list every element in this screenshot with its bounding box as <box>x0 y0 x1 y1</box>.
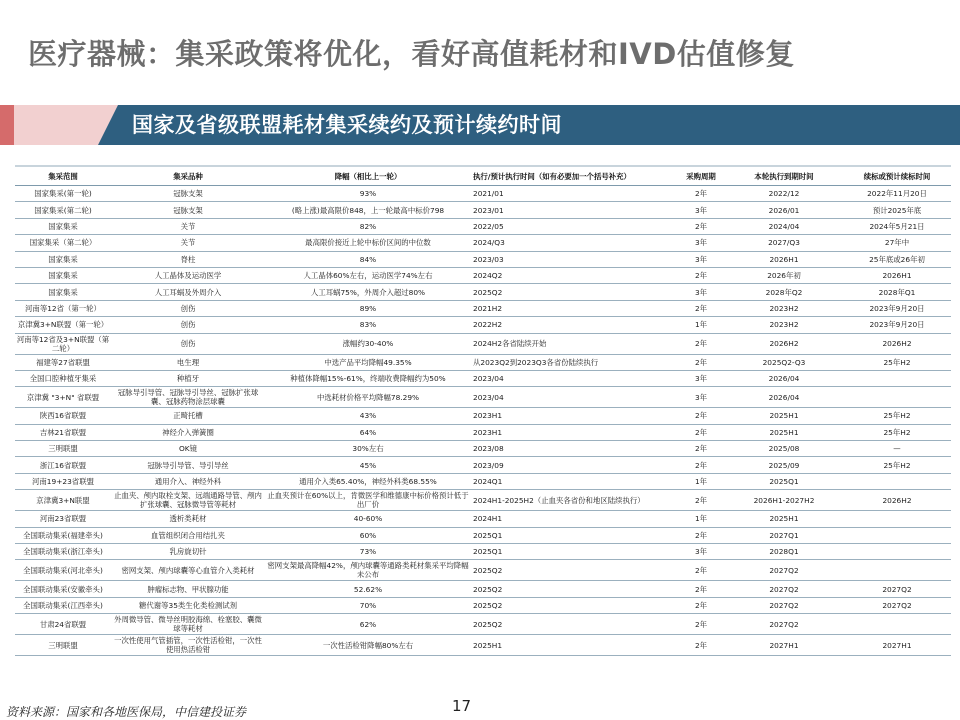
cell-scope: 国家集采（第二轮） <box>15 235 111 251</box>
cell-product: OK镜 <box>111 441 265 457</box>
table-row <box>15 544 951 560</box>
cell-renewal <box>843 511 951 527</box>
cell-renewal: 预计2025年底 <box>843 202 951 218</box>
cell-scope: 全国口腔种植牙集采 <box>15 370 111 386</box>
cell-exec-time: 2024H1 <box>471 511 677 527</box>
cell-expiry: 2026年初 <box>725 267 843 283</box>
cell-expiry: 2025H1 <box>725 511 843 527</box>
cell-expiry: 2023H2 <box>725 300 843 316</box>
source-note: 资料来源：国家和各地医保局，中信建投证券 <box>6 705 247 719</box>
cell-reduction: 64% <box>265 424 471 440</box>
cell-cycle: 2年 <box>677 490 725 511</box>
cell-expiry: 2025H1 <box>725 408 843 424</box>
cell-expiry: 2028Q1 <box>725 544 843 560</box>
cell-renewal: 2022年11月20日 <box>843 186 951 202</box>
cell-exec-time: 2023/04 <box>471 370 677 386</box>
table-row <box>15 473 951 489</box>
table-row <box>15 408 951 424</box>
cell-renewal: 25年底或26年初 <box>843 251 951 267</box>
table-row <box>15 202 951 218</box>
cell-renewal <box>843 370 951 386</box>
cell-expiry: 2027Q2 <box>725 597 843 613</box>
cell-renewal: 27年中 <box>843 235 951 251</box>
cell-renewal: 25年H2 <box>843 408 951 424</box>
header-expiry: 本轮执行到期时间 <box>725 166 843 186</box>
cell-product: 外周微导管、微导丝明胶海绵、栓塞胶、囊微球等耗材 <box>111 614 265 635</box>
cell-renewal <box>843 473 951 489</box>
table-row <box>15 560 951 581</box>
cell-scope: 河南23省联盟 <box>15 511 111 527</box>
cell-cycle: 1年 <box>677 511 725 527</box>
table-row <box>15 235 951 251</box>
cell-cycle: 2年 <box>677 597 725 613</box>
table-row <box>15 441 951 457</box>
header-exec-time: 执行/预计执行时间（如有必要加一个括号补充） <box>471 166 677 186</box>
cell-cycle: 2年 <box>677 267 725 283</box>
cell-product: 脊柱 <box>111 251 265 267</box>
cell-expiry: 2026/01 <box>725 202 843 218</box>
cell-exec-time: 2025Q1 <box>471 527 677 543</box>
cell-exec-time: 2023/08 <box>471 441 677 457</box>
cell-reduction: 89% <box>265 300 471 316</box>
cell-exec-time: 2025Q2 <box>471 560 677 581</box>
cell-product: 冠脉支架 <box>111 186 265 202</box>
cell-cycle: 2年 <box>677 457 725 473</box>
cell-product: 创伤 <box>111 300 265 316</box>
table-row <box>15 284 951 300</box>
cell-scope: 全国联动集采(江西牵头) <box>15 597 111 613</box>
cell-product: 糖代谢等35类生化类检测试剂 <box>111 597 265 613</box>
cell-scope: 河南等12省及3+N联盟（第二轮） <box>16 334 110 353</box>
cell-cycle: 2年 <box>677 218 725 234</box>
cell-product: 关节 <box>111 218 265 234</box>
cell-exec-time: 2024/Q3 <box>471 235 677 251</box>
cell-reduction: 通用介入类65.40%，神经外科类68.55% <box>265 473 471 489</box>
cell-exec-time: 2025Q2 <box>471 597 677 613</box>
table-row <box>15 300 951 316</box>
cell-exec-time: 2024H1-2025H2（止血夹各省份和地区陆续执行） <box>471 490 677 511</box>
cell-renewal: 25年H2 <box>843 424 951 440</box>
cell-product: 创伤 <box>111 317 265 333</box>
table-row <box>15 490 951 511</box>
header-scope: 集采范围 <box>15 166 111 186</box>
section-banner <box>0 103 960 147</box>
cell-renewal: 2023年9月20日 <box>843 317 951 333</box>
cell-product: 电生理 <box>111 354 265 370</box>
cell-exec-time: 2023H1 <box>471 408 677 424</box>
cell-reduction: 最高限价接近上轮中标价区间的中位数 <box>265 235 471 251</box>
cell-expiry: 2025/08 <box>725 441 843 457</box>
table-row <box>15 251 951 267</box>
cell-expiry: 2026H1-2027H2 <box>725 490 843 511</box>
cell-reduction: 70% <box>265 597 471 613</box>
cell-cycle: 3年 <box>677 251 725 267</box>
cell-reduction: 73% <box>265 544 471 560</box>
header-product: 集采品种 <box>111 166 265 186</box>
cell-cycle: 2年 <box>677 614 725 635</box>
cell-expiry: 2026H2 <box>725 333 843 354</box>
cell-cycle: 3年 <box>677 544 725 560</box>
cell-scope: 全国联动集采(浙江牵头) <box>15 544 111 560</box>
table-row <box>15 333 951 354</box>
cell-reduction: 82% <box>265 218 471 234</box>
header-reduction: 降幅（相比上一轮） <box>265 166 471 186</box>
table-row <box>15 457 951 473</box>
cell-renewal: 2024年5月21日 <box>843 218 951 234</box>
cell-product: 通用介入、神经外科 <box>111 473 265 489</box>
cell-product: 一次性使用气管插管，一次性活检钳，一次性使用热活检钳 <box>111 635 265 656</box>
cell-cycle: 2年 <box>677 527 725 543</box>
cell-reduction: 密网支架最高降幅42%，颅内球囊等通路类耗材集采平均降幅未公布 <box>265 560 471 581</box>
cell-renewal: 2026H2 <box>843 333 951 354</box>
table-row <box>15 614 951 635</box>
cell-exec-time: 2025H1 <box>471 635 677 656</box>
cell-exec-time: 2025Q1 <box>471 544 677 560</box>
table-row <box>15 597 951 613</box>
cell-cycle: 2年 <box>677 354 725 370</box>
cell-exec-time: 2021/01 <box>471 186 677 202</box>
cell-cycle: 2年 <box>677 424 725 440</box>
cell-product: 种植牙 <box>111 370 265 386</box>
cell-scope: 京津冀3+N联盟 <box>15 490 111 511</box>
header-cycle: 采购周期 <box>677 166 725 186</box>
cell-expiry: 2023H2 <box>725 317 843 333</box>
cell-renewal <box>843 387 951 408</box>
cell-cycle: 3年 <box>677 235 725 251</box>
cell-reduction: 45% <box>265 457 471 473</box>
cell-cycle: 1年 <box>677 317 725 333</box>
cell-cycle: 3年 <box>677 284 725 300</box>
cell-cycle: 1年 <box>677 473 725 489</box>
procurement-table <box>15 165 951 656</box>
cell-scope: 全国联动集采(河北牵头) <box>15 560 111 581</box>
cell-renewal: 2027Q2 <box>843 581 951 597</box>
cell-exec-time: 2024Q1 <box>471 473 677 489</box>
cell-cycle: 2年 <box>677 186 725 202</box>
cell-cycle: 2年 <box>677 441 725 457</box>
cell-product: 神经介入弹簧圈 <box>111 424 265 440</box>
cell-renewal <box>843 560 951 581</box>
cell-exec-time: 2022/05 <box>471 218 677 234</box>
cell-renewal: 2023年9月20日 <box>843 300 951 316</box>
cell-scope: 三明联盟 <box>15 635 111 656</box>
cell-reduction: 40-60% <box>265 511 471 527</box>
cell-cycle: 2年 <box>677 581 725 597</box>
cell-reduction: 93% <box>265 186 471 202</box>
cell-reduction: 60% <box>265 527 471 543</box>
cell-exec-time: 2021H2 <box>471 300 677 316</box>
cell-renewal: 2026H2 <box>843 490 951 511</box>
cell-expiry: 2025H1 <box>725 424 843 440</box>
table-row <box>15 511 951 527</box>
cell-cycle: 3年 <box>677 387 725 408</box>
cell-reduction: (略上涨)最高限价848，上一轮最高中标价798 <box>265 202 471 218</box>
cell-expiry: 2026/04 <box>725 387 843 408</box>
cell-scope: 浙江16省联盟 <box>15 457 111 473</box>
cell-cycle: 2年 <box>677 300 725 316</box>
cell-reduction: 止血夹预计在60%以上，肯微医学和维德康中标价格预计低于出厂价 <box>265 490 471 511</box>
cell-scope: 全国联动集采(安徽牵头) <box>15 581 111 597</box>
cell-scope: 甘肃24省联盟 <box>15 614 111 635</box>
cell-renewal: 2027Q2 <box>843 597 951 613</box>
cell-cycle: 2年 <box>677 635 725 656</box>
cell-scope: 河南等12省（第一轮） <box>15 300 111 316</box>
cell-scope: 京津冀 "3+N" 省联盟 <box>15 387 111 408</box>
cell-cycle: 2年 <box>677 408 725 424</box>
cell-product: 人工晶体及运动医学 <box>111 267 265 283</box>
cell-expiry: 2026/04 <box>725 370 843 386</box>
cell-scope: 全国联动集采(福建牵头) <box>15 527 111 543</box>
table-header-row <box>15 166 951 186</box>
cell-product: 肿瘤标志物、甲状腺功能 <box>111 581 265 597</box>
cell-scope: 国家集采 <box>15 284 111 300</box>
table-row <box>15 354 951 370</box>
cell-cycle: 2年 <box>677 333 725 354</box>
table-row <box>15 387 951 408</box>
cell-product: 密网支架、颅内球囊等心血管介入类耗材 <box>111 560 265 581</box>
cell-reduction: 涨幅约30-40% <box>265 333 471 354</box>
cell-renewal <box>843 544 951 560</box>
table-row <box>15 218 951 234</box>
cell-expiry: 2025/09 <box>725 457 843 473</box>
table-row <box>15 527 951 543</box>
cell-renewal: 25年H2 <box>843 354 951 370</box>
table-row <box>15 370 951 386</box>
cell-exec-time: 2023/04 <box>471 387 677 408</box>
cell-reduction: 52.62% <box>265 581 471 597</box>
cell-renewal: 2027H1 <box>843 635 951 656</box>
cell-expiry: 2027Q2 <box>725 614 843 635</box>
cell-product: 关节 <box>111 235 265 251</box>
cell-scope: 国家集采(第二轮) <box>15 202 111 218</box>
cell-exec-time: 2025Q2 <box>471 581 677 597</box>
cell-reduction: 中选产品平均降幅49.35% <box>265 354 471 370</box>
cell-expiry: 2027Q1 <box>725 527 843 543</box>
cell-scope: 国家集采(第一轮) <box>15 186 111 202</box>
page-number: 17 <box>452 697 472 715</box>
cell-scope: 陕西16省联盟 <box>15 408 111 424</box>
cell-expiry: 2027Q2 <box>725 560 843 581</box>
cell-exec-time: 2023/03 <box>471 251 677 267</box>
cell-product: 透析类耗材 <box>111 511 265 527</box>
cell-scope: 国家集采 <box>15 218 111 234</box>
cell-reduction: 62% <box>265 614 471 635</box>
cell-exec-time: 2023/09 <box>471 457 677 473</box>
cell-scope: 福建等27省联盟 <box>15 354 111 370</box>
cell-renewal: 2028年Q1 <box>843 284 951 300</box>
cell-scope: 河南19+23省联盟 <box>15 473 111 489</box>
table-row <box>15 581 951 597</box>
cell-exec-time: 2022H2 <box>471 317 677 333</box>
cell-exec-time: 从2023Q2到2023Q3各省份陆续执行 <box>471 354 677 370</box>
cell-reduction: 84% <box>265 251 471 267</box>
cell-product: 血管组织闭合用结扎夹 <box>111 527 265 543</box>
table-row <box>15 186 951 202</box>
cell-reduction: 30%左右 <box>265 441 471 457</box>
cell-product: 冠脉导引导管、冠脉导引导丝、冠脉扩张球囊、冠脉药物涂层球囊 <box>111 387 265 408</box>
cell-reduction: 一次性活检钳降幅80%左右 <box>265 635 471 656</box>
cell-exec-time: 2024H2各省陆续开始 <box>471 333 677 354</box>
banner-title: 国家及省级联盟耗材集采续约及预计续约时间 <box>132 113 562 137</box>
cell-product: 乳房旋切针 <box>111 544 265 560</box>
cell-scope: 三明联盟 <box>15 441 111 457</box>
cell-renewal <box>843 614 951 635</box>
cell-product: 创伤 <box>111 333 265 354</box>
cell-product: 人工耳蜗及外周介入 <box>111 284 265 300</box>
cell-expiry: 2025Q1 <box>725 473 843 489</box>
cell-cycle: 2年 <box>677 560 725 581</box>
page-title: 医疗器械：集采政策将优化，看好高值耗材和IVD估值修复 <box>28 37 795 71</box>
cell-scope: 国家集采 <box>15 267 111 283</box>
cell-expiry: 2022/12 <box>725 186 843 202</box>
table-row <box>15 635 951 656</box>
cell-reduction: 人工耳蜗75%，外周介入超过80% <box>265 284 471 300</box>
cell-exec-time: 2025Q2 <box>471 614 677 635</box>
cell-expiry: 2025Q2-Q3 <box>725 354 843 370</box>
cell-expiry: 2028年Q2 <box>725 284 843 300</box>
cell-product: 止血夹、颅内取栓支架、远端通路导管、颅内扩张球囊、冠脉微导管等耗材 <box>111 490 265 511</box>
table-row <box>15 424 951 440</box>
cell-expiry: 2027Q2 <box>725 581 843 597</box>
cell-product: 冠脉导引导管、导引导丝 <box>111 457 265 473</box>
cell-expiry: 2026H1 <box>725 251 843 267</box>
cell-exec-time: 2023H1 <box>471 424 677 440</box>
cell-renewal: 2026H1 <box>843 267 951 283</box>
cell-renewal: — <box>843 441 951 457</box>
cell-product: 正畸托槽 <box>111 408 265 424</box>
table-row <box>15 267 951 283</box>
cell-expiry: 2027H1 <box>725 635 843 656</box>
cell-reduction: 人工晶体60%左右，运动医学74%左右 <box>265 267 471 283</box>
cell-scope: 国家集采 <box>15 251 111 267</box>
cell-cycle: 3年 <box>677 370 725 386</box>
cell-reduction: 种植体降幅15%-61%，终端收费降幅约为50% <box>265 370 471 386</box>
cell-renewal: 25年H2 <box>843 457 951 473</box>
header-renewal: 续标或预计续标时间 <box>843 166 951 186</box>
cell-reduction: 43% <box>265 408 471 424</box>
cell-reduction: 83% <box>265 317 471 333</box>
cell-scope: 吉林21省联盟 <box>15 424 111 440</box>
cell-renewal <box>843 527 951 543</box>
cell-exec-time: 2024Q2 <box>471 267 677 283</box>
table-row <box>15 317 951 333</box>
cell-expiry: 2027/Q3 <box>725 235 843 251</box>
cell-reduction: 中选耗材价格平均降幅78.29% <box>265 387 471 408</box>
cell-expiry: 2024/04 <box>725 218 843 234</box>
cell-scope: 京津冀3+N联盟（第一轮） <box>15 317 111 333</box>
cell-product: 冠脉支架 <box>111 202 265 218</box>
cell-exec-time: 2023/01 <box>471 202 677 218</box>
cell-cycle: 3年 <box>677 202 725 218</box>
cell-exec-time: 2025Q2 <box>471 284 677 300</box>
